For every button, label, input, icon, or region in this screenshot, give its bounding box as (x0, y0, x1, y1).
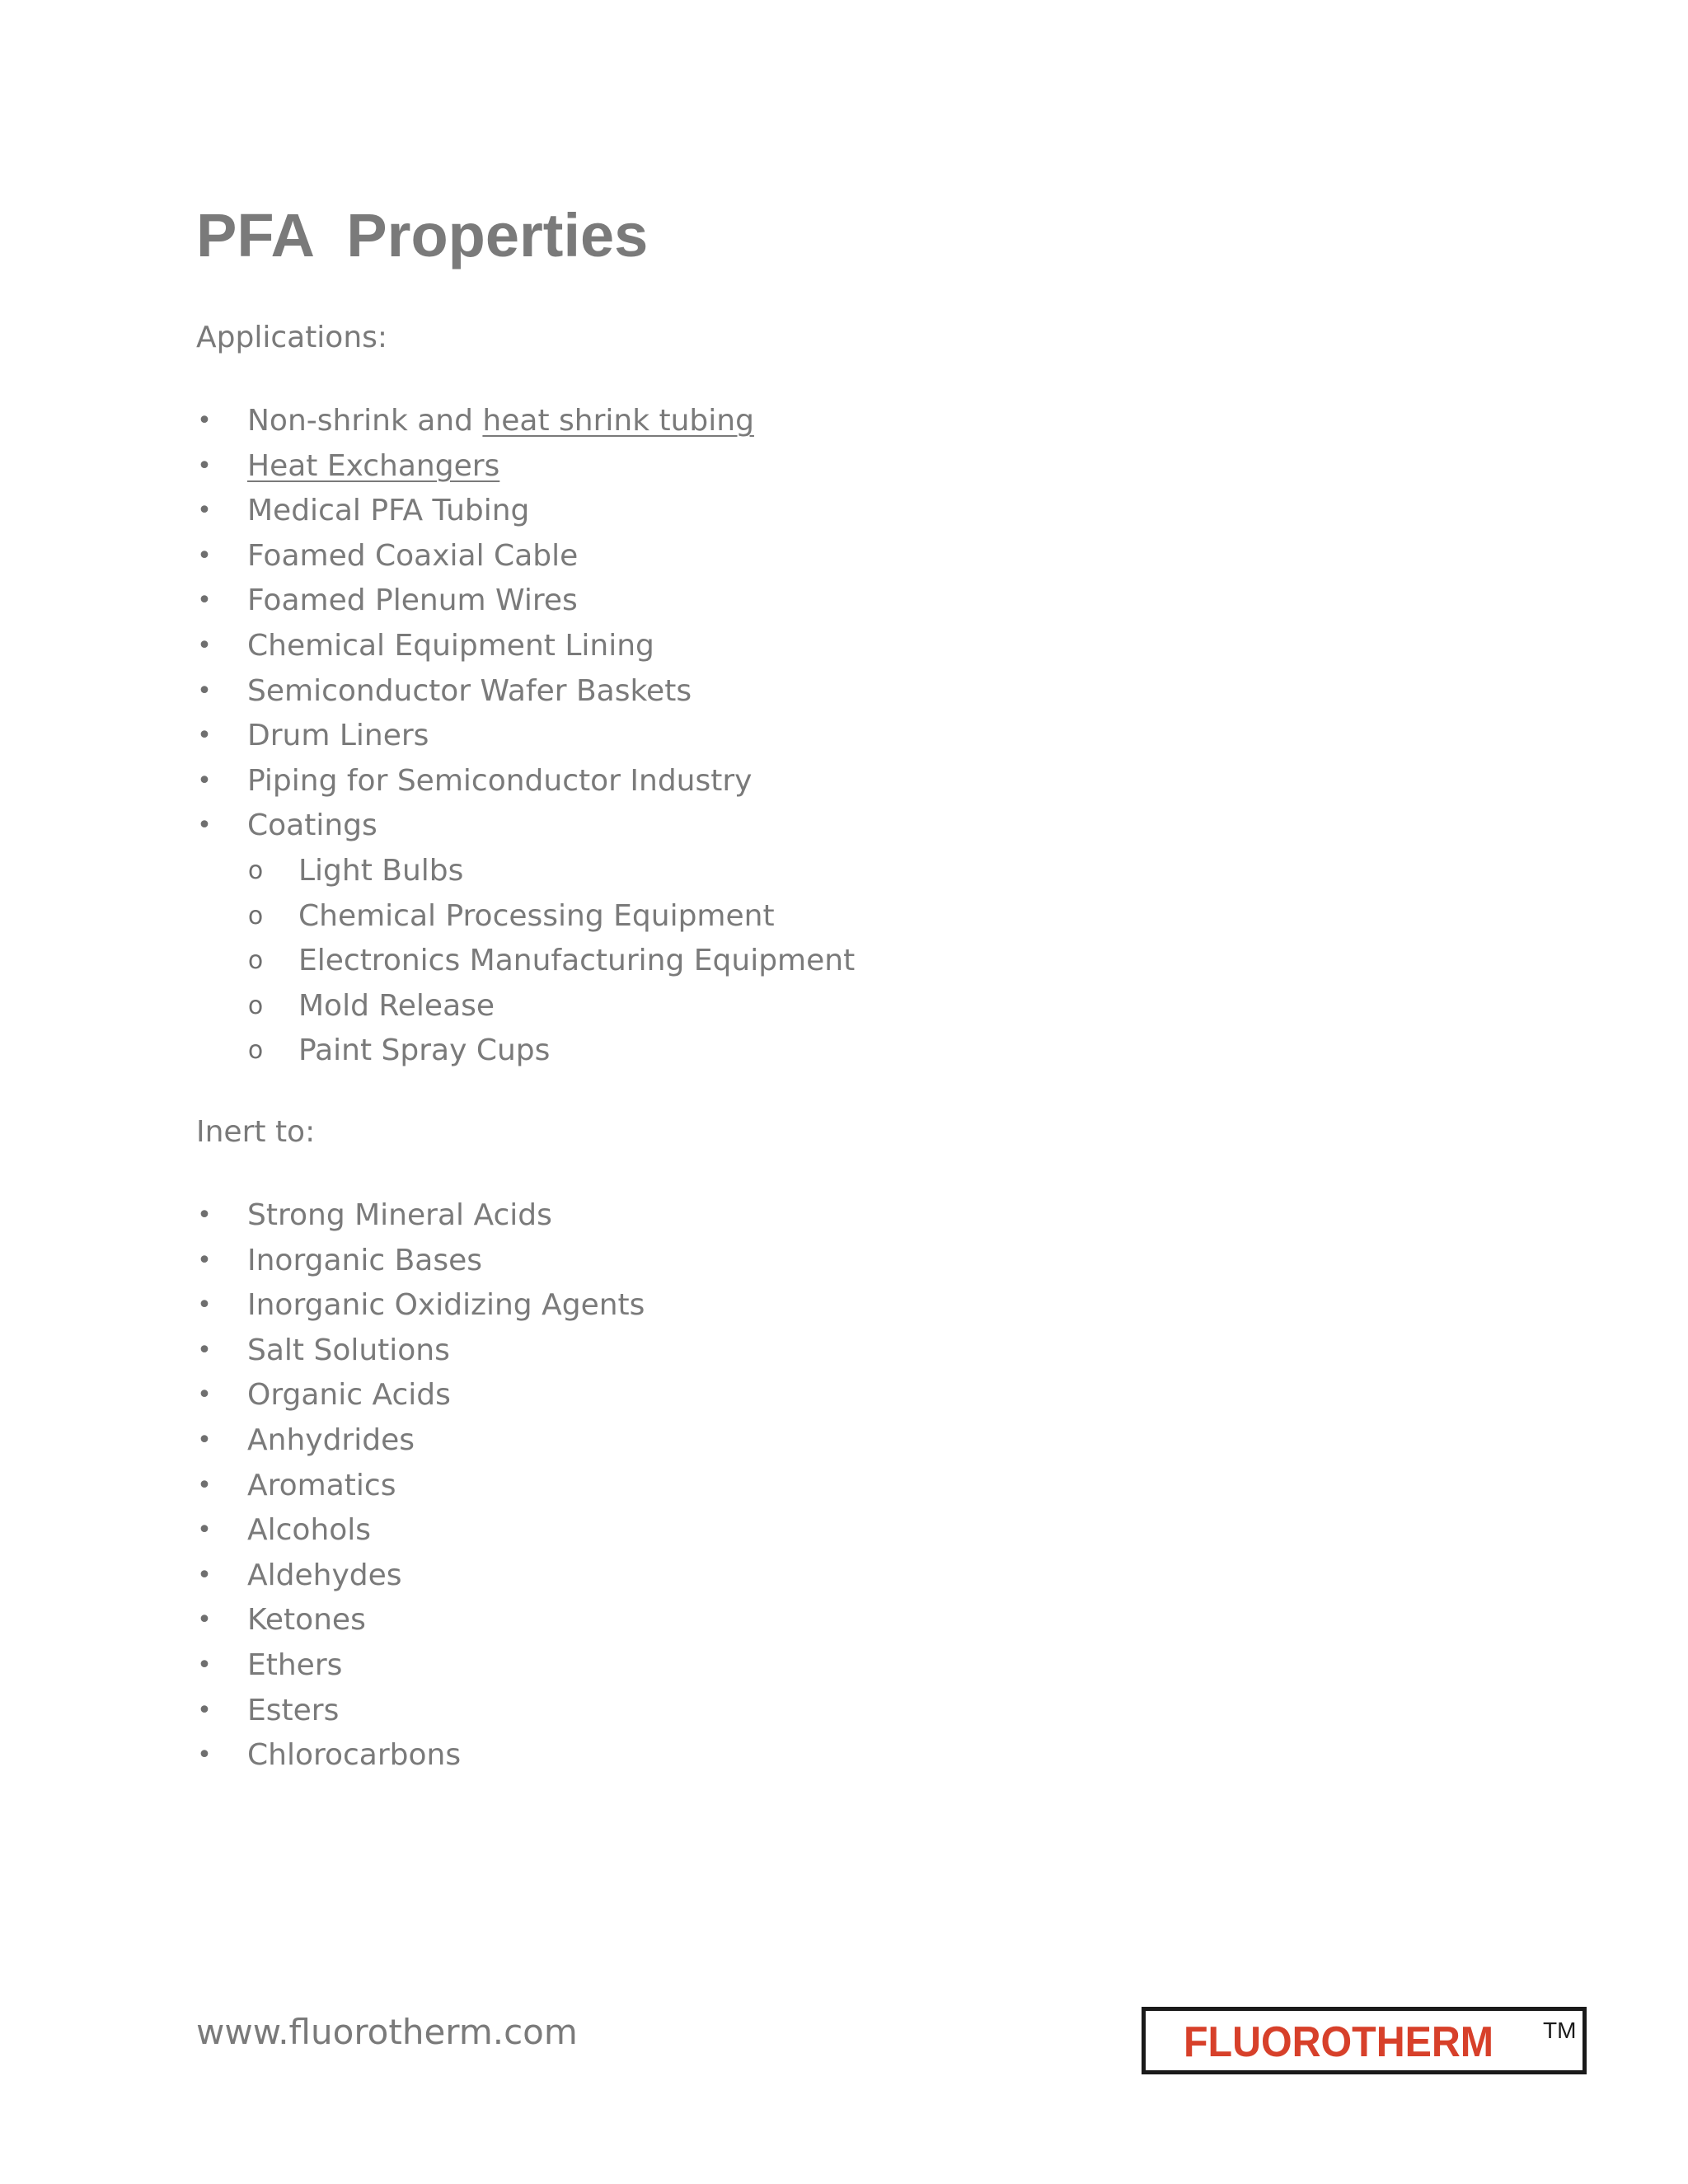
sub-list-item (196, 984, 1185, 1029)
website-url[interactable]: www.fluorotherm.com (196, 2012, 578, 2052)
sub-list-item-text: Paint Spray Cups (298, 1033, 551, 1068)
list-item-text: Alcohols (247, 1513, 372, 1548)
bullet-icon: • (197, 1695, 212, 1725)
bullet-icon: • (197, 451, 212, 480)
bullet-icon: • (197, 1425, 212, 1455)
list-item-text: Piping for Semiconductor Industry (247, 763, 753, 798)
list-item-text: Anhydrides (247, 1422, 415, 1457)
bullet-icon: • (197, 630, 212, 660)
inert-to-heading: Inert to: (196, 1115, 316, 1149)
fluorotherm-logo (1142, 2007, 1587, 2074)
heat-exchangers-link[interactable]: Heat Exchangers (247, 448, 500, 483)
applications-heading: Applications: (196, 321, 388, 354)
page-title: PFA Properties (196, 201, 649, 269)
list-item-text: Organic Acids (247, 1378, 451, 1413)
list-item-text: Non-shrink and heat shrink tubing (247, 404, 754, 438)
list-item (196, 1689, 1185, 1734)
circle-bullet-icon: o (247, 855, 264, 885)
bullet-icon: • (197, 496, 212, 526)
list-item-text: Aromatics (247, 1468, 396, 1502)
list-item (196, 1508, 1185, 1554)
list-item-text: Inorganic Bases (247, 1243, 483, 1277)
list-item (196, 669, 1185, 715)
bullet-icon: • (197, 1516, 212, 1545)
logo-wordmark: FLUOROTHERM (1184, 2018, 1494, 2066)
circle-bullet-icon: o (247, 991, 264, 1020)
bullet-icon: • (197, 586, 212, 616)
inert-to-list (196, 1193, 1185, 1779)
list-item-text: Semiconductor Wafer Baskets (247, 673, 692, 708)
sub-list-item (196, 939, 1185, 984)
list-item (196, 534, 1185, 579)
list-item-text: Salt Solutions (247, 1333, 450, 1367)
list-item (196, 714, 1185, 759)
sub-list-item (196, 849, 1185, 894)
list-item (196, 759, 1185, 804)
list-item (196, 1329, 1185, 1374)
bullet-icon: • (197, 766, 212, 795)
list-item (196, 1239, 1185, 1284)
list-item-text: Foamed Plenum Wires (247, 583, 578, 618)
list-item (196, 804, 1185, 849)
list-item-text: Strong Mineral Acids (247, 1198, 552, 1232)
sub-list-item-text: Chemical Processing Equipment (298, 898, 775, 933)
list-item (196, 399, 1185, 444)
list-item (196, 579, 1185, 624)
circle-bullet-icon: o (247, 901, 264, 930)
list-item (196, 1643, 1185, 1689)
sub-list-item (196, 1029, 1185, 1074)
bullet-icon: • (197, 1380, 212, 1410)
list-item-text: Medical PFA Tubing (247, 494, 530, 528)
bullet-icon: • (197, 1291, 212, 1320)
list-item (196, 1733, 1185, 1779)
bullet-icon: • (197, 1245, 212, 1275)
bullet-icon: • (197, 1741, 212, 1770)
list-item-text: Chlorocarbons (247, 1738, 462, 1773)
list-item-text: Esters (247, 1693, 340, 1727)
bullet-icon: • (197, 1560, 212, 1590)
applications-list (196, 399, 1185, 1074)
list-item-text: Inorganic Oxidizing Agents (247, 1288, 645, 1323)
bullet-icon: • (197, 406, 212, 435)
list-item (196, 489, 1185, 534)
sub-list-item-text: Light Bulbs (298, 853, 464, 888)
list-item-text: Drum Liners (247, 719, 429, 753)
list-item-text: Foamed Coaxial Cable (247, 538, 579, 573)
list-item (196, 624, 1185, 669)
list-item (196, 1554, 1185, 1599)
list-item (196, 1193, 1185, 1239)
bullet-icon: • (197, 676, 212, 705)
list-item-text: Aldehydes (247, 1558, 402, 1592)
bullet-icon: • (197, 1650, 212, 1680)
bullet-icon: • (197, 1335, 212, 1365)
list-item (196, 1464, 1185, 1509)
list-item (196, 1373, 1185, 1418)
sub-list-item (196, 894, 1185, 940)
bullet-icon: • (197, 1605, 212, 1635)
list-item-text: Ethers (247, 1647, 343, 1682)
list-item-text: Coatings (247, 808, 377, 843)
list-item (196, 1283, 1185, 1329)
bullet-icon: • (197, 811, 212, 841)
circle-bullet-icon: o (247, 1036, 264, 1066)
bullet-icon: • (197, 1201, 212, 1230)
bullet-icon: • (197, 721, 212, 751)
list-item (196, 1598, 1185, 1643)
bullet-icon: • (197, 1470, 212, 1500)
trademark-mark: TM (1543, 2018, 1577, 2043)
circle-bullet-icon: o (247, 946, 264, 976)
sub-list-item-text: Electronics Manufacturing Equipment (298, 944, 856, 978)
sub-list-item-text: Mold Release (298, 988, 495, 1023)
list-item-text: Chemical Equipment Lining (247, 628, 654, 663)
list-item (196, 1418, 1185, 1464)
list-item-text: Ketones (247, 1603, 366, 1638)
list-item (196, 444, 1185, 490)
bullet-icon: • (197, 541, 212, 570)
heat-shrink-tubing-link[interactable]: heat shrink tubing (482, 404, 754, 438)
